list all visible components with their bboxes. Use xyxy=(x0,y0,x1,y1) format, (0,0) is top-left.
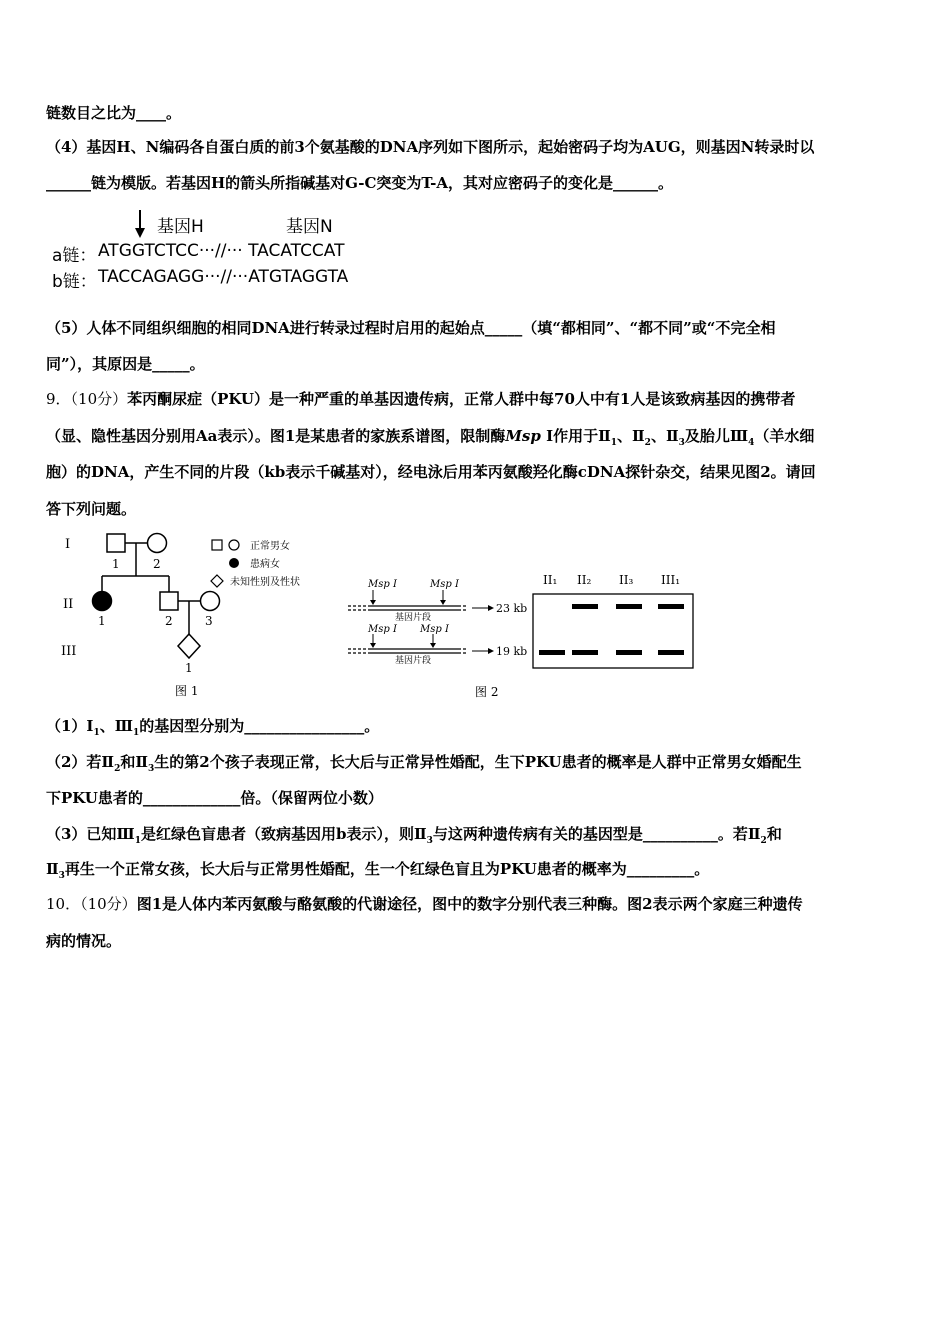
question-4: （4）基因H、N编码各自蛋白质的前3个氨基酸的DNA序列如下图所示，起始密码子均为AUG，则基因N转录时以 xyxy=(46,138,815,156)
svg-text:Msp I: Msp I xyxy=(420,624,449,635)
svg-text:1: 1 xyxy=(98,614,106,628)
b-strand-label: b链： xyxy=(52,272,97,292)
kb23-label: 23 kb xyxy=(496,602,528,615)
gen-I-label: I xyxy=(65,537,71,552)
gen-II-label: II xyxy=(63,597,74,612)
II3-female xyxy=(201,592,220,611)
question-10: 10．（10分）图1是人体内苯丙氨酸与酪氨酸的代谢途径，图中的数字分别代表三种酶。图2表示两个家庭三种遗传 xyxy=(46,895,803,913)
gene-n-label: 基因N xyxy=(286,217,333,237)
legend-patient: 患病女 xyxy=(250,559,280,570)
question-10-cont: 病的情况。 xyxy=(46,932,122,950)
svg-text:2: 2 xyxy=(153,557,161,571)
lane-label: II₁ xyxy=(543,573,558,587)
svg-text:3: 3 xyxy=(205,614,213,628)
band-III1-23kb xyxy=(658,604,684,609)
question-9-1: $(1)I_1$、$Ⅲ_1$的基因型分别为________________。 xyxy=(46,717,380,738)
band-II2-19kb xyxy=(572,650,598,655)
I1-male xyxy=(107,534,125,552)
question-9-line3: 胞）的DNA，产生不同的片段（kb表示千碱基对），经电泳后用苯丙氨酸羟化酶cDNA探针杂交，结果见图2。请回 xyxy=(46,463,816,481)
text-line: 链数目之比为____。 xyxy=(46,104,182,122)
question-9-line4: 答下列问题。 xyxy=(46,500,137,518)
lane-label: III₁ xyxy=(661,573,681,587)
gen-III-label: III xyxy=(61,644,77,659)
svg-text:基因片段: 基因片段 xyxy=(395,656,432,666)
fragment-label: 基因片段 xyxy=(395,613,432,623)
a-strand-label: a链： xyxy=(52,246,97,266)
kb19-label: 19 kb xyxy=(496,645,528,658)
fig2-caption: 图 2 xyxy=(475,685,499,699)
II2-male xyxy=(160,592,178,610)
band-II3-23kb xyxy=(616,604,642,609)
question-5-cont: 同”），其原因是_____。 xyxy=(46,355,205,373)
question-5: （5）人体不同组织细胞的相同DNA进行转录过程时启用的起始点_____（填“都相同”、“都不同”或“不完全相 xyxy=(46,319,776,337)
band-III1-19kb xyxy=(658,650,684,655)
legend-unknown: 未知性别及性状 xyxy=(230,577,300,588)
I2-female xyxy=(148,534,167,553)
pedigree-figure xyxy=(55,528,325,703)
III1-unknown xyxy=(178,634,200,658)
svg-text:Msp I: Msp I xyxy=(368,624,397,635)
question-9-2-cont: 下PKU患者的_____________倍。（保留两位小数） xyxy=(46,789,383,807)
question-4-cont: ______链为模版。若基因H的箭头所指碱基对G-C突变为T-A，其对应密码子的变化是______。 xyxy=(46,174,673,192)
band-II1-19kb xyxy=(539,650,565,655)
gene-h-label: 基因H xyxy=(157,217,204,237)
question-9-2: （2）若$Ⅱ_2$和$Ⅱ_3$生的第2个孩子表现正常，长大后与正常异性婚配，生下PKU患者的概率是人群中正常男女婚配生 xyxy=(46,753,802,774)
b-strand-sequence: TACCAGAGG···//···ATGTAGGTA xyxy=(98,267,349,287)
msp-label: Msp I xyxy=(430,579,459,590)
svg-text:2: 2 xyxy=(165,614,173,628)
question-9-line2: （显、隐性基因分别用Aa表示）。图1是某患者的家族系谱图，限制酶Msp I作用于$Ⅱ_1$、$Ⅱ_2$、$Ⅱ_3$及胎儿$Ⅲ_4$（羊水细 xyxy=(46,427,815,448)
lane-label: II₂ xyxy=(577,573,592,587)
electrophoresis-figure xyxy=(340,568,700,703)
msp-label: Msp I xyxy=(368,579,397,590)
svg-text:1: 1 xyxy=(185,661,193,675)
arrow-down-icon xyxy=(130,208,150,240)
a-strand-sequence: ATGGTCTCC···//··· TACATCCAT xyxy=(98,241,345,261)
band-II2-23kb xyxy=(572,604,598,609)
band-II3-19kb xyxy=(616,650,642,655)
lane-label: II₃ xyxy=(619,573,634,587)
fig1-caption: 图 1 xyxy=(175,684,199,698)
question-9-3-cont: $Ⅱ_3$再生一个正常女孩，长大后与正常男性婚配，生一个红绿色盲且为PKU患者的概率为_________。 xyxy=(46,860,710,881)
question-9: 9．（10分）苯丙酮尿症（PKU）是一种严重的单基因遗传病，正常人群中每70人中有1人是该致病基因的携带者 xyxy=(46,390,796,408)
question-9-3: （3）已知$Ⅲ_1$是红绿色盲患者（致病基因用b表示），则$Ⅱ_3$与这两种遗传病有关的基因型是__________。若$Ⅱ_2$和 xyxy=(46,825,782,846)
svg-text:1: 1 xyxy=(112,557,120,571)
II1-affected-female xyxy=(93,592,112,611)
legend-normal: 正常男女 xyxy=(250,541,290,552)
